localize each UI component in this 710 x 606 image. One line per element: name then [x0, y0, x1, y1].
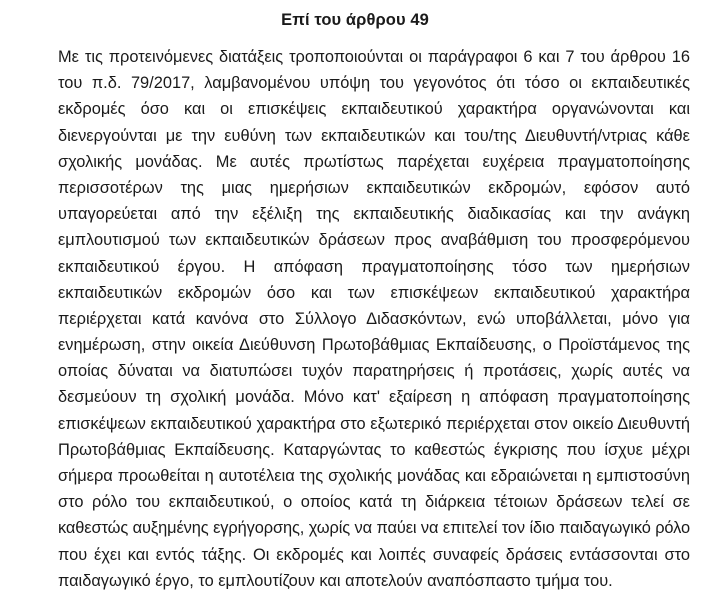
body-line: εκπαιδευτικών εκδρομών όσο και των επισκέψεων εκπαιδευτικού χαρακτήρα — [58, 283, 690, 302]
body-line: του π.δ. 79/2017, λαμβανομένου υπόψη του γεγονότος ότι τόσο οι εκπαιδευτικές — [58, 74, 690, 93]
body-line: περισσοτέρων της μιας ημερήσιων εκπαιδευτικών εκδρομών, εφόσον αυτό — [58, 178, 690, 197]
body-line: οποίας δύναται να διατυπώσει τυχόν παρατηρήσεις ή προτάσεις, χωρίς αυτές να — [58, 362, 690, 381]
body-line: ενημέρωση, στην οικεία Διεύθυνση Πρωτοβάθμιας Εκπαίδευσης, ο Προϊστάμενος της — [58, 336, 690, 355]
body-line: εκπαιδευτικού έργου. Η απόφαση πραγματοποίησης τόσο των ημερήσιων — [58, 257, 690, 276]
body-line: σχολικής μονάδας. Με αυτές πρωτίστως παρέχεται ευχέρεια πραγματοποίησης — [58, 152, 690, 171]
body-line: επισκέψεων εκπαιδευτικού χαρακτήρα στο εξωτερικό περιέρχεται στον οικείο Διευθυντή — [58, 414, 690, 433]
body-line: στο ρόλο του εκπαιδευτικού, ο οποίος κατά τη διάρκεια τέτοιων δράσεων τελεί σε — [58, 493, 690, 512]
body-line: Πρωτοβάθμιας Εκπαίδευσης. Καταργώντας το καθεστώς έγκρισης που ίσχυε μέχρι — [58, 440, 690, 459]
body-line: σήμερα προωθείται η αυτοτέλεια της σχολικής μονάδας και εδραιώνεται η εμπιστοσύνη — [58, 467, 690, 485]
body-line: περιέρχεται κατά κανόνα στο Σύλλογο Διδασκόντων, ενώ υποβάλλεται, μόνο για — [58, 309, 690, 328]
body-line: δεσμεύουν τη σχολική μονάδα. Μόνο κατ' εξαίρεση η απόφαση πραγματοποίησης — [58, 388, 690, 407]
body-line: καθεστώς αυξημένης εγρήγορσης, χωρίς να παύει να επιτελεί τον ίδιο παιδαγωγικό ρόλο — [58, 519, 690, 538]
body-line: εκδρομές όσο και οι επισκέψεις εκπαιδευτικού χαρακτήρα οργανώνονται και — [58, 100, 690, 119]
body-line: που έχει και εντός τάξης. Οι εκδρομές και λοιπές συναφείς δράσεις εντάσσονται στο — [58, 545, 690, 564]
body-line: διενεργούνται με την ευθύνη των εκπαιδευτικών και του/της Διευθυντή/ντριας κάθε — [58, 126, 690, 145]
article-body — [58, 44, 690, 594]
body-line: υπαγορεύεται από την εξέλιξη της εκπαιδευτικής διαδικασίας και την ανάγκη — [58, 205, 690, 224]
body-line: παιδαγωγικό έργο, το εμπλουτίζουν και αποτελούν αναπόσπαστο τμήμα του. — [58, 571, 613, 590]
body-line: εμπλουτισμού των εκπαιδευτικών δράσεων προς αναβάθμιση του προσφερόμενου — [58, 231, 690, 250]
body-line: Με τις προτεινόμενες διατάξεις τροποποιούνται οι παράγραφοι 6 και 7 του άρθρου 16 — [58, 48, 690, 66]
article-heading: Επί του άρθρου 49 — [281, 11, 429, 29]
